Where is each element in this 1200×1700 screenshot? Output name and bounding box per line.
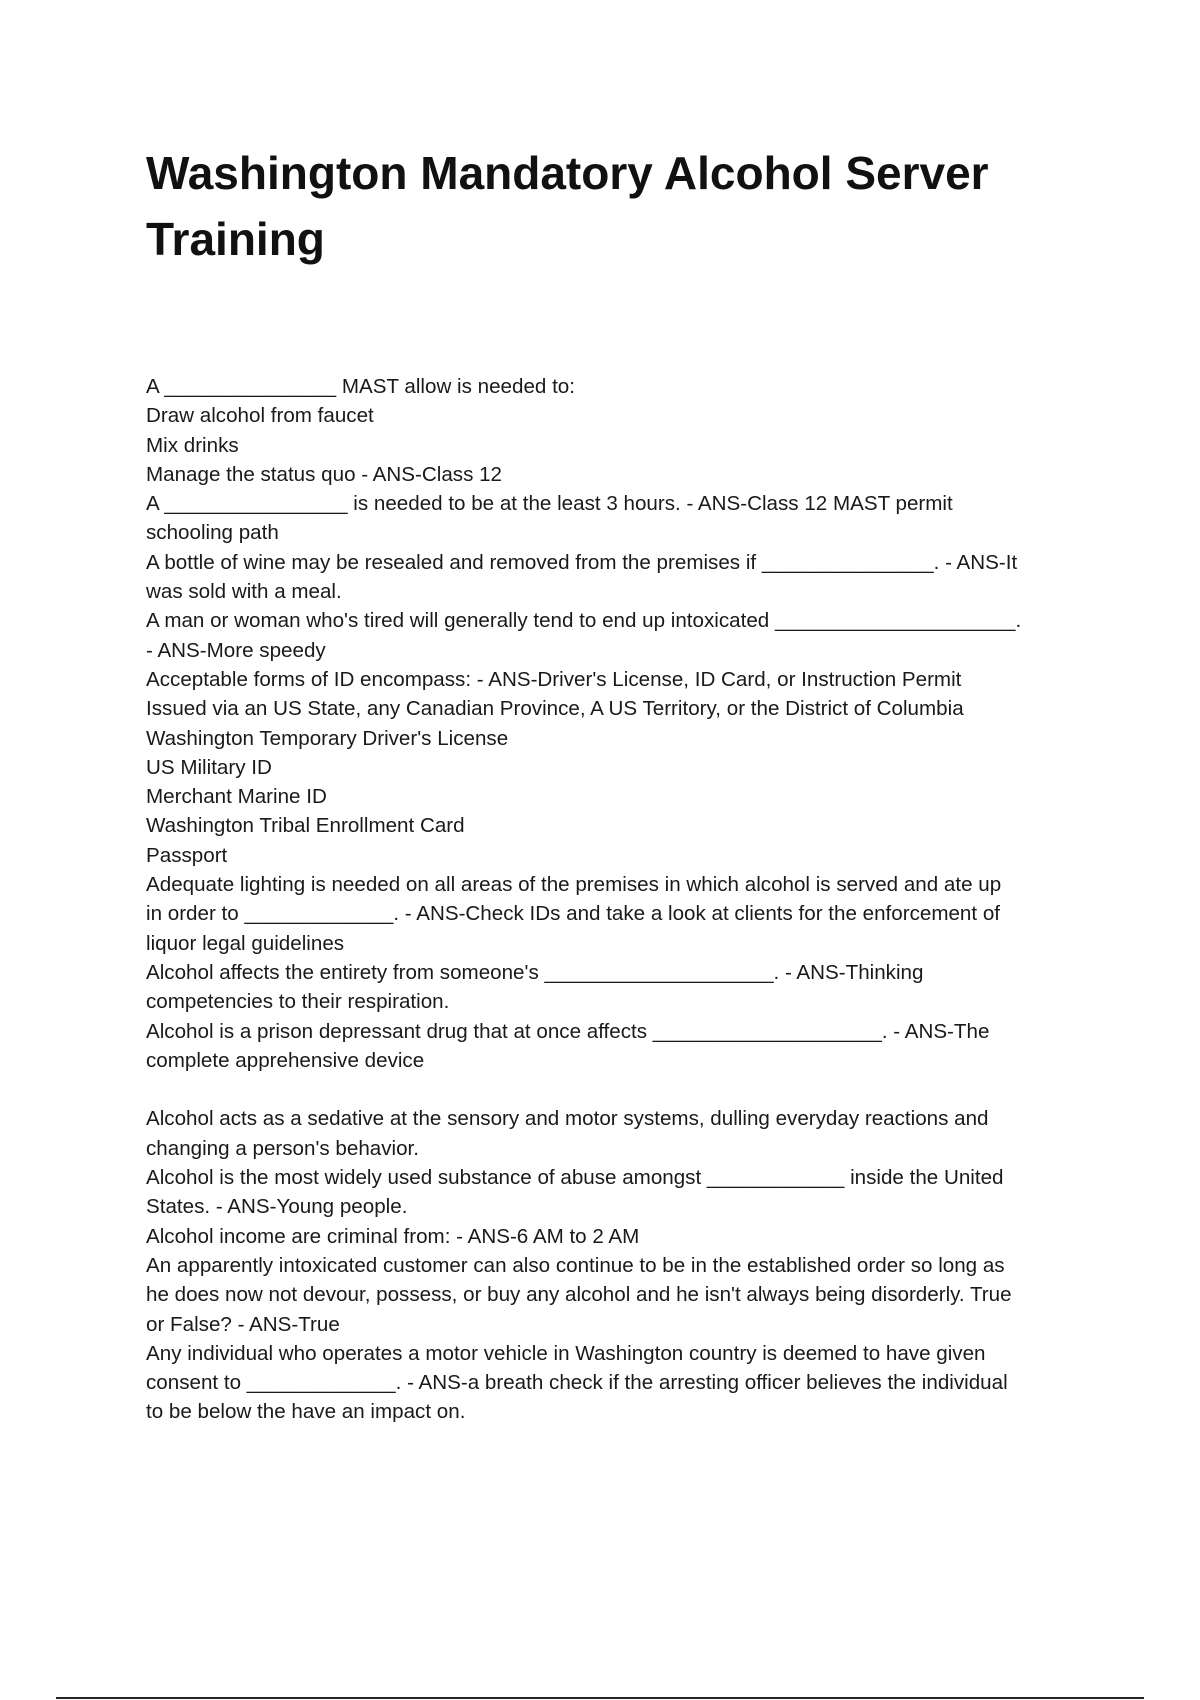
text-line: Acceptable forms of ID encompass: - ANS-Driver's License, ID Card, or Instruction Permit [146, 667, 962, 691]
text-line: Washington Tribal Enrollment Card [146, 814, 465, 838]
text-line: complete apprehensive device [146, 1048, 425, 1072]
text-line: schooling path [146, 521, 279, 545]
text-line: Issued via an US State, any Canadian Province, A US Territory, or the District of Columbia [146, 697, 964, 721]
text-line: Merchant Marine ID [146, 785, 327, 809]
text-line: liquor legal guidelines [146, 931, 345, 955]
text-line: A _______________ MAST allow is needed to: [146, 375, 575, 398]
text-line: Alcohol is a prison depressant drug that at once affects ____________________. - ANS-The [146, 1019, 990, 1043]
text-line: Passport [146, 843, 228, 867]
text-line: A ________________ is needed to be at the least 3 hours. - ANS-Class 12 MAST permit [146, 492, 953, 516]
text-line: Draw alcohol from faucet [146, 404, 374, 428]
text-line: US Military ID [146, 755, 272, 779]
text-line: Alcohol acts as a sedative at the sensory and motor systems, dulling everyday reactions and [146, 1107, 989, 1131]
text-line: was sold with a meal. [146, 580, 342, 604]
text-line: or False? - ANS-True [146, 1312, 340, 1336]
text-line: A bottle of wine may be resealed and removed from the premises if _______________. - ANS-It [146, 550, 1018, 574]
text-line: Alcohol income are criminal from: - ANS-6 AM to 2 AM [146, 1224, 640, 1248]
text-line: consent to _____________. - ANS-a breath check if the arresting officer believes the individual [146, 1371, 1008, 1395]
text-line: changing a person's behavior. [146, 1136, 419, 1160]
text-line: Alcohol affects the entirety from someone's ____________________. - ANS-Thinking [146, 960, 924, 984]
text-line: to be below the have an impact on. [146, 1400, 466, 1424]
text-line: Any individual who operates a motor vehicle in Washington country is deemed to have given [146, 1341, 986, 1365]
text-line: in order to _____________. - ANS-Check IDs and take a look at clients for the enforcement of [146, 902, 1000, 926]
text-line: Washington Temporary Driver's License [146, 726, 509, 750]
footer-divider [56, 1697, 1144, 1699]
text-line: Adequate lighting is needed on all areas of the premises in which alcohol is served and ate up [146, 873, 1002, 897]
document-body [146, 372, 1090, 1427]
text-line: Alcohol is the most widely used substance of abuse amongst ____________ inside the United [146, 1166, 1004, 1190]
text-line: competencies to their respiration. [146, 990, 450, 1014]
text-line: - ANS-More speedy [146, 638, 326, 662]
text-line: Mix drinks [146, 433, 239, 457]
text-line: Manage the status quo - ANS-Class 12 [146, 462, 503, 486]
text-line: States. - ANS-Young people. [146, 1195, 408, 1219]
text-line: he does now not devour, possess, or buy any alcohol and he isn't always being disorderly. True [146, 1283, 1012, 1307]
text-line: A man or woman who's tired will generally tend to end up intoxicated _____________________. [146, 609, 1022, 633]
text-line: An apparently intoxicated customer can also continue to be in the established order so long as [146, 1253, 1005, 1277]
blank-line [146, 1075, 1090, 1104]
document-title: Washington Mandatory Alcohol Server Training [146, 147, 989, 265]
